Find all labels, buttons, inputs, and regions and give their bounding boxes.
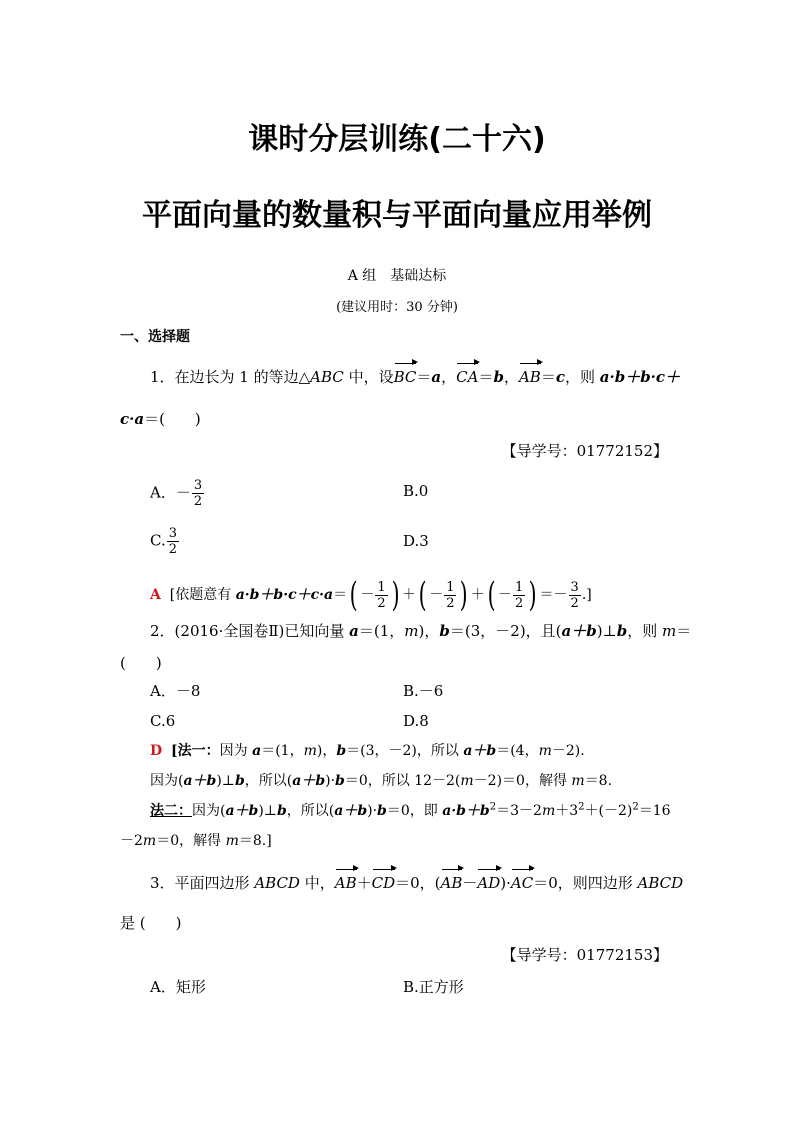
q2-answer-method1-cont: 因为(a＋b)⊥b，所以(a＋b)·b＝0，所以 12－2(m－2)＝0，解得 m＝8. (150, 773, 613, 789)
q2-stem-cont: ( ) (120, 654, 162, 672)
q1-guide-number: 【导学号：01772152】 (501, 442, 668, 460)
q1-answer: A [依题意有 a·b＋b·c＋c·a＝( － $\frac{1}{2}$ ) ＋( － $\frac{1}{2}$ ) ＋( － $\frac{1}{2}$ ) ＝－ $\frac{3}{2}$ .] (150, 575, 592, 615)
vector-ca: CA (456, 368, 479, 386)
q3-guide-number: 【导学号：01772153】 (501, 946, 668, 964)
vector-cd: CD (371, 874, 396, 892)
q1-option-b[interactable]: B.0 (403, 482, 429, 500)
suggested-time: (建议用时：30 分钟) (336, 300, 458, 315)
q2-option-a[interactable]: A．－8 (150, 682, 201, 700)
page-subtitle: 平面向量的数量积与平面向量应用举例 (142, 198, 652, 233)
section-heading: 一、选择题 (120, 329, 190, 345)
q1-option-c[interactable]: C. $\frac{3}{2}$ (150, 526, 177, 557)
vector-ac: AC (510, 874, 534, 892)
vector-ab: AB (334, 874, 357, 892)
q1-answer-letter: A (150, 587, 161, 603)
q2-option-c[interactable]: C.6 (150, 712, 176, 730)
page-title: 课时分层训练(二十六) (248, 122, 546, 157)
q2-option-b[interactable]: B.－6 (403, 682, 444, 700)
q2-answer-method2-cont: －2m＝0，解得 m＝8.] (120, 833, 272, 849)
q1-option-a[interactable]: A．－ $\frac{3}{2}$ (150, 478, 203, 509)
q2-stem: 2．(2016·全国卷Ⅱ)已知向量 a＝(1，m)，b＝(3，－2)，且(a＋b)⊥b，则 m＝ (150, 622, 692, 640)
q1-stem-cont: c·a＝( ) (120, 410, 201, 428)
q1-option-d[interactable]: D.3 (403, 532, 429, 550)
vector-ab: AB (440, 874, 463, 892)
q2-answer-method2: 法二：因为(a＋b)⊥b，所以(a＋b)·b＝0，即 $a\cdot b+b^2=3-2m+3^2+(-2)^2=16$ (150, 801, 671, 819)
vector-ab: AB (518, 368, 541, 386)
q2-option-d[interactable]: D.8 (403, 712, 429, 730)
q3-stem-cont: 是 ( ) (120, 914, 182, 932)
q3-stem: 3．平面四边形 ABCD 中，AB＋CD＝0，(AB－AD)·AC＝0，则四边形 ABCD (150, 874, 684, 892)
group-label: A 组 基础达标 (347, 268, 447, 284)
q3-option-a[interactable]: A．矩形 (150, 978, 206, 996)
vector-bc: BC (393, 368, 417, 386)
q2-answer-method1: D [法一：因为 a＝(1，m)，b＝(3，－2)，所以 a＋b＝(4，m－2). (150, 743, 585, 759)
q2-answer-letter: D (150, 743, 163, 759)
q3-option-b[interactable]: B.正方形 (403, 978, 464, 996)
q1-stem: 1．在边长为 1 的等边△ABC 中，设BC＝a，CA＝b，AB＝c，则 a·b＋b·c＋ (150, 368, 681, 386)
vector-ad: AD (477, 874, 501, 892)
